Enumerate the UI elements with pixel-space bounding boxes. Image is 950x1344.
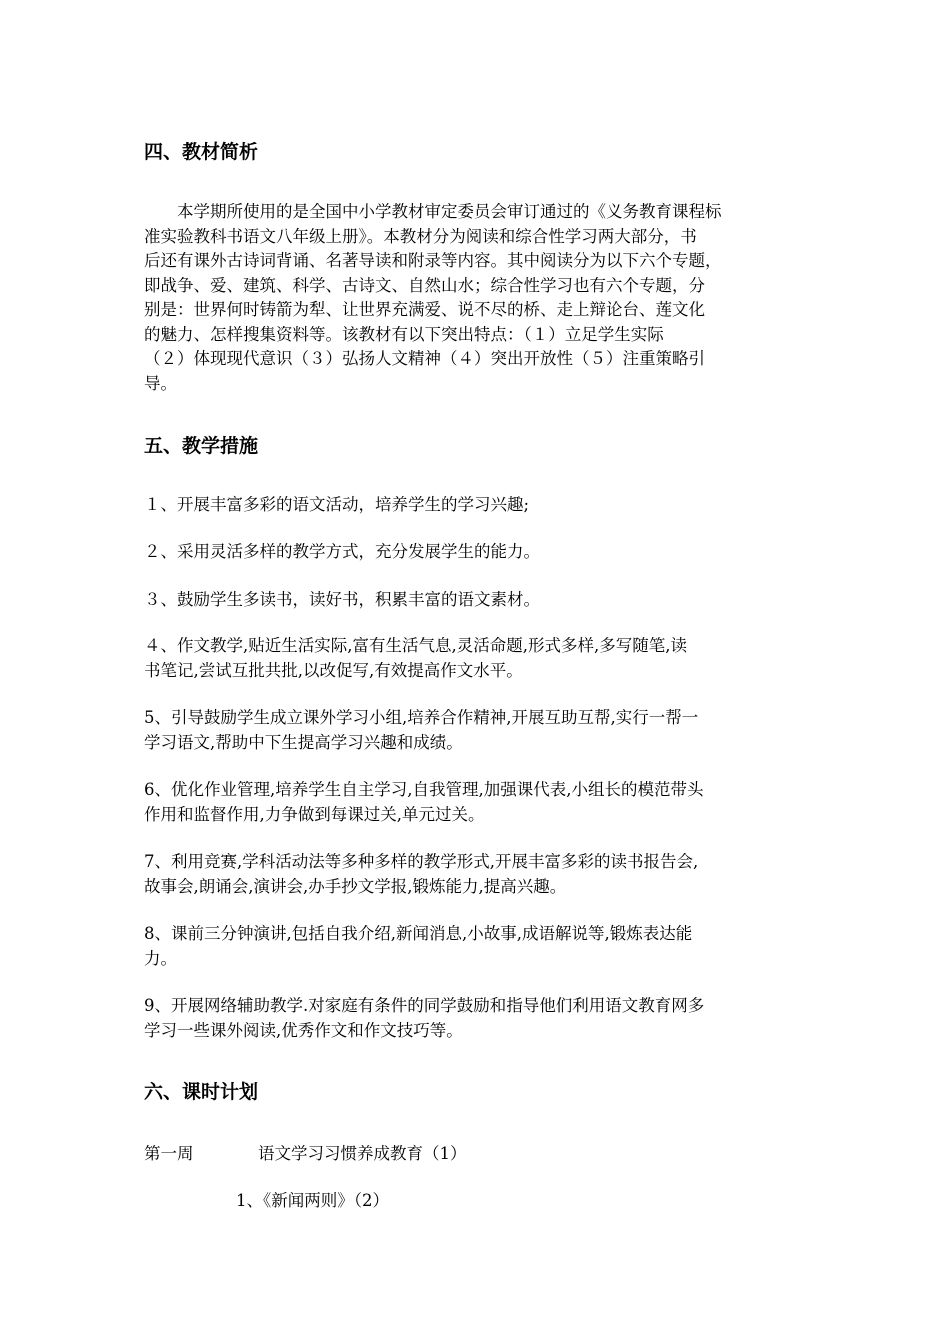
section-4-heading: 四、教材简析 — [144, 141, 259, 163]
week-topic: 语文学习习惯养成教育（1） — [258, 1144, 467, 1163]
paragraph-line: 导。 — [144, 373, 177, 393]
section-4-paragraph — [144, 200, 806, 396]
measure-line: ２、采用灵活多样的教学方式，充分发展学生的能力。 — [144, 542, 540, 561]
paragraph-line: （２）体现现代意识（３）弘扬人文精神（４）突出开放性（５）注重策略引 — [144, 349, 705, 368]
measure-item — [144, 778, 806, 827]
paragraph-line: 本学期所使用的是全国中小学教材审定委员会审订通过的《义务教育课程标 — [177, 202, 722, 221]
measure-item — [144, 588, 806, 613]
measure-line: 9、开展网络辅助教学.对家庭有条件的同学鼓励和指导他们利用语文教育网多 — [144, 996, 705, 1015]
measure-line: 书笔记,尝试互批共批,以改促写,有效提高作文水平。 — [144, 660, 523, 680]
measure-line: 力。 — [144, 948, 177, 968]
measure-line: 6、优化作业管理,培养学生自主学习,自我管理,加强课代表,小组长的模范带头 — [144, 780, 704, 799]
measure-item — [144, 540, 806, 565]
measure-item — [144, 922, 806, 971]
measure-line: 学习语文,帮助中下生提高学习兴趣和成绩。 — [144, 732, 463, 752]
measure-item — [144, 634, 806, 683]
paragraph-line: 后还有课外古诗词背诵、名著导读和附录等内容。其中阅读分为以下六个专题， — [144, 251, 722, 270]
measure-line: ４、作文教学,贴近生活实际,富有生活气息,灵活命题,形式多样,多写随笔,读 — [144, 636, 687, 655]
measure-line: ３、鼓励学生多读书，读好书，积累丰富的语文素材。 — [144, 590, 540, 609]
paragraph-line: 准实验教科书语文八年级上册》。本教材分为阅读和综合性学习两大部分，书 — [144, 226, 697, 246]
measure-line: １、开展丰富多彩的语文活动，培养学生的学习兴趣; — [144, 495, 530, 514]
week-label: 第一周 — [144, 1144, 194, 1163]
measure-item — [144, 994, 806, 1043]
measure-item — [144, 493, 806, 518]
measure-line: 7、利用竞赛,学科活动法等多种多样的教学形式,开展丰富多彩的读书报告会, — [144, 852, 699, 871]
measure-line: 故事会,朗诵会,演讲会,办手抄文学报,锻炼能力,提高兴趣。 — [144, 876, 567, 896]
lesson-item: 1、《新闻两则》（2） — [236, 1191, 389, 1210]
section-6-heading: 六、课时计划 — [144, 1081, 259, 1103]
measure-line: 5、引导鼓励学生成立课外学习小组,培养合作精神,开展互助互帮,实行一帮一 — [144, 708, 699, 727]
measure-line: 学习一些课外阅读,优秀作文和作文技巧等。 — [144, 1020, 463, 1040]
measure-line: 作用和监督作用,力争做到每课过关,单元过关。 — [144, 804, 485, 824]
section-5-heading: 五、教学措施 — [144, 435, 259, 457]
measure-item — [144, 850, 806, 899]
paragraph-line: 别是：世界何时铸箭为犁、让世界充满爱、说不尽的桥、走上辩论台、莲文化 — [144, 300, 705, 319]
measure-line: 8、课前三分钟演讲,包括自我介绍,新闻消息,小故事,成语解说等,锻炼表达能 — [144, 924, 693, 943]
paragraph-line: 的魅力、怎样搜集资料等。该教材有以下突出特点：（１）立足学生实际 — [144, 324, 664, 344]
paragraph-line: 即战争、爱、建筑、科学、古诗文、自然山水；综合性学习也有六个专题，分 — [144, 275, 705, 295]
measure-item — [144, 706, 806, 755]
